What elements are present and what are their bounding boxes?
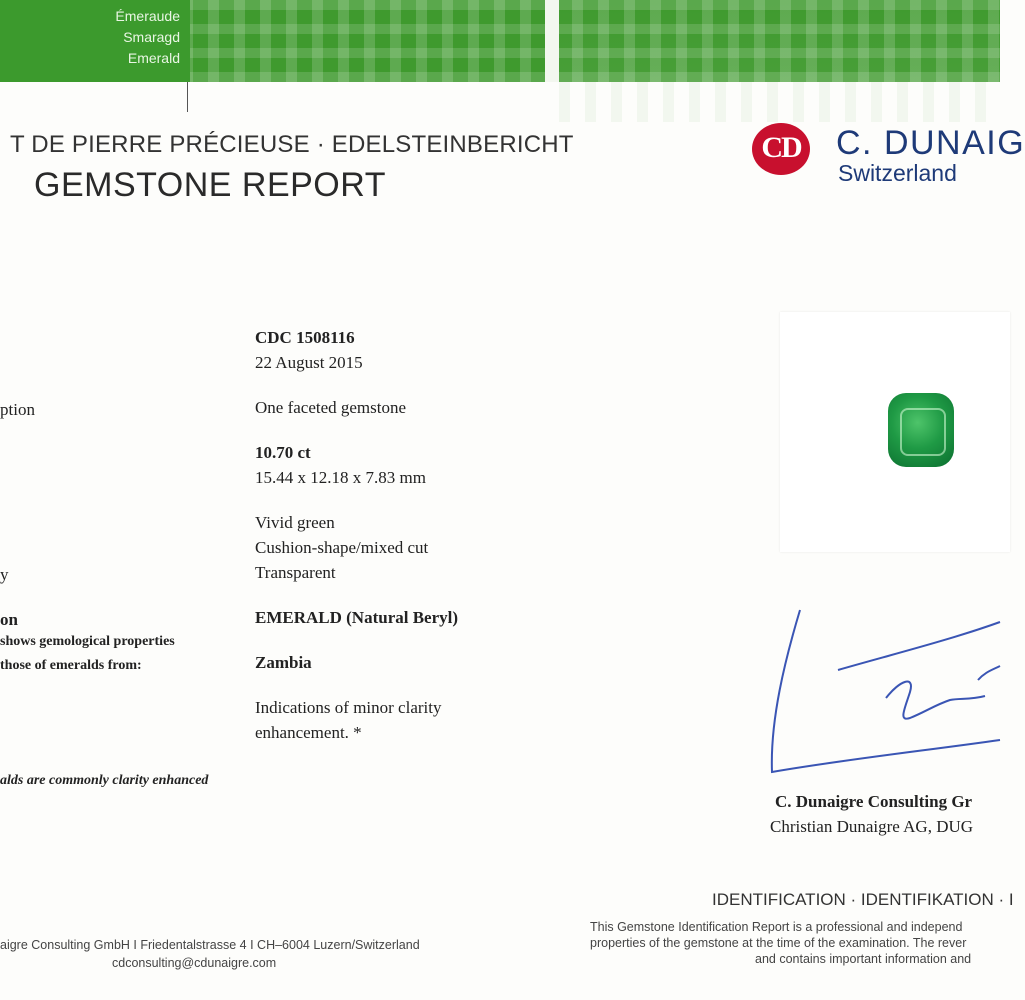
page-fold [545, 0, 559, 82]
report-number: CDC 1508116 [255, 328, 355, 347]
report-title: GEMSTONE REPORT [34, 166, 386, 204]
footer-address: aigre Consulting GmbH I Friedentalstrasse 4 I CH–6004 Luzern/Switzerland [0, 938, 420, 952]
comment-line2: enhancement. * [255, 723, 362, 742]
brand-logo-letters: CD [761, 131, 801, 164]
label-note: alds are commonly clarity enhanced [0, 773, 209, 788]
shape-value: Cushion-shape/mixed cut [255, 538, 429, 557]
species-value: EMERALD (Natural Beryl) [255, 608, 459, 627]
banner-divider [187, 82, 188, 112]
identification-text-1: This Gemstone Identification Report is a professional and independ [590, 920, 963, 934]
brand-country: Switzerland [838, 160, 957, 186]
identification-title: IDENTIFICATION · IDENTIFIKATION · I [712, 890, 1014, 909]
banner-pattern-right [559, 0, 1000, 82]
brand-name: C. DUNAIG [836, 124, 1025, 162]
signature-image [760, 600, 1000, 785]
comment-line1: Indications of minor clarity [255, 698, 442, 717]
identification-text-3: and contains important information and [755, 952, 972, 966]
identification-text-2: properties of the gemstone at the time of the examination. The rever [590, 936, 967, 950]
description-value: One faceted gemstone [255, 398, 407, 417]
language-english: Emerald [127, 50, 180, 66]
company-legal-name: Christian Dunaigre AG, DUG [770, 817, 974, 836]
label-clarity: y [0, 565, 9, 584]
label-origin-line1: shows gemological properties [0, 634, 175, 649]
origin-value: Zambia [255, 653, 312, 672]
dimensions-value: 15.44 x 12.18 x 7.83 mm [255, 468, 426, 487]
label-description: ption [0, 400, 35, 419]
footer-email: cdconsulting@cdunaigre.com [112, 956, 277, 970]
report-date: 22 August 2015 [255, 353, 363, 372]
language-french: Émeraude [115, 8, 180, 24]
banner-pattern-fade [559, 82, 1000, 122]
transparency-value: Transparent [255, 563, 336, 582]
gem-facet-outline [900, 408, 946, 456]
color-value: Vivid green [255, 513, 335, 532]
weight-value: 10.70 ct [255, 443, 311, 462]
banner-language-panel [0, 0, 190, 82]
company-name: C. Dunaigre Consulting Gr [775, 792, 973, 811]
label-origin-line2: those of emeralds from: [0, 658, 142, 673]
report-subtitle: T DE PIERRE PRÉCIEUSE · EDELSTEINBERICHT [10, 131, 574, 158]
label-identification: on [0, 610, 18, 629]
language-german: Smaragd [123, 29, 180, 45]
